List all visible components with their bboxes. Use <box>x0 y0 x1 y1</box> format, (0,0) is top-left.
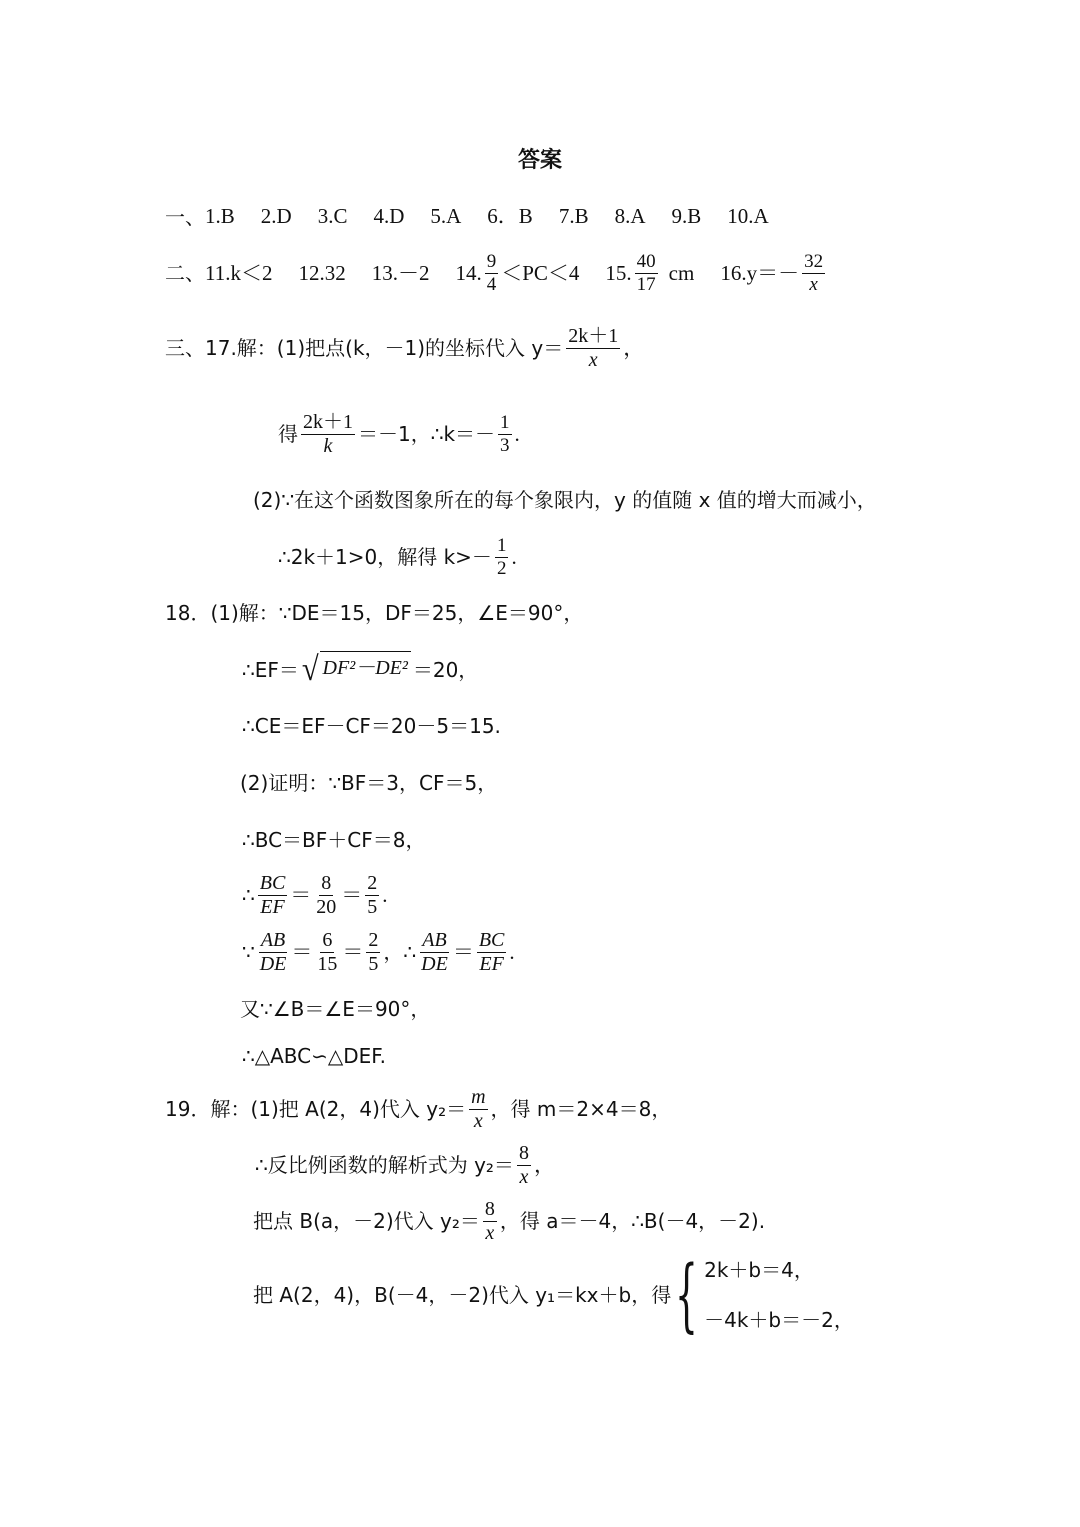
answer-15-unit: cm <box>668 260 695 285</box>
equation-2: －4k＋b＝－2， <box>704 1308 854 1332</box>
q17-fraction-1: $\frac{2k+1}{x}$ <box>568 324 619 371</box>
section2-label: 二、 <box>165 261 205 285</box>
q18-fraction-ab-de: $\frac{AB}{DE}$ <box>259 928 287 975</box>
q18-fraction-bc-ef-2: $\frac{BC}{EF}$ <box>478 928 505 975</box>
q19-line-1: 19．解：(1)把 A(2，4)代入 y₂＝ $\frac{m}{x}$ ，得 m＝2×4＝8， <box>165 1085 672 1132</box>
equation-1: 2k＋b＝4， <box>704 1258 814 1282</box>
q17-line-3: (2)∵在这个函数图象所在的每个象限内，y 的值随 x 值的增大而减小， <box>253 488 877 512</box>
answer-6: 6．B <box>487 204 533 228</box>
q18-fraction-2-5: $\frac{2}{5}$ <box>367 871 378 918</box>
section3-label: 三、 <box>165 336 205 360</box>
answer-8: 8.A <box>614 204 646 228</box>
section2-answers <box>165 248 828 298</box>
left-brace-icon: { <box>675 1248 699 1341</box>
answer-12: 12.32 <box>298 260 346 285</box>
q18-line-2: ∴EF＝ √ DF²－DE² ＝20， <box>242 651 479 688</box>
q18-fraction-6-15: $\frac{6}{15}$ <box>317 928 338 975</box>
section1-answers <box>165 206 769 227</box>
q18-square-root: √ DF²－DE² <box>301 651 411 689</box>
q17-fraction-2: $\frac{2k+1}{k}$ <box>303 410 353 457</box>
q17-line-1: 三、 17.解：(1)把点(k，－1)的坐标代入 y＝ $\frac{2k+1}{x}$ ， <box>165 324 645 371</box>
equation-system <box>704 1260 854 1330</box>
answer-2: 2.D <box>260 204 292 228</box>
answer-16-fraction: $\frac{32}{x}$ <box>804 250 824 295</box>
answer-1: 1.B <box>205 204 235 228</box>
q18-fraction-8-20: $\frac{8}{20}$ <box>316 871 337 918</box>
q18-line-5: ∴BC＝BF＋CF＝8， <box>242 828 426 852</box>
section1-label: 一、 <box>165 204 205 229</box>
q18-line-7: ∵ $\frac{AB}{DE}$ ＝ $\frac{6}{15}$ ＝ $\frac{2}{5}$ ，∴ $\frac{AB}{DE}$ ＝ $\frac{BC}{EF}$ . <box>242 928 515 975</box>
answer-10: 10.A <box>727 204 769 228</box>
answer-15-prefix: 15. <box>605 260 632 285</box>
q18-line-4: (2)证明：∵BF＝3，CF＝5， <box>240 771 498 795</box>
answer-13: 13.－2 <box>371 260 430 285</box>
q19-fraction-8-x: $\frac{8}{x}$ <box>518 1141 529 1188</box>
q18-line-3: ∴CE＝EF－CF＝20－5＝15. <box>242 714 501 738</box>
q17-fraction-3: $\frac{1}{3}$ <box>500 411 510 456</box>
answer-14-fraction: $\frac{9}{4}$ <box>486 250 497 295</box>
answer-3: 3.C <box>317 204 348 228</box>
answer-14-prefix: 14. <box>455 260 482 285</box>
q18-line-6: ∴ $\frac{BC}{EF}$ ＝ $\frac{8}{20}$ ＝ $\frac{2}{5}$ . <box>242 871 388 918</box>
q19-fraction-m-x: $\frac{m}{x}$ <box>471 1085 486 1132</box>
q19-line-4: 把 A(2，4)，B(－4，－2)代入 y₁＝kx＋b，得 { 2k＋b＝4， －4k＋b＝－2， <box>253 1248 854 1341</box>
answer-9: 9.B <box>671 204 702 228</box>
answer-16-prefix: 16.y＝－ <box>720 260 800 285</box>
answer-14-rest: ＜PC＜4 <box>501 260 580 285</box>
q18-line-1: 18．(1)解：∵DE＝15，DF＝25，∠E＝90°， <box>165 601 584 625</box>
q17-fraction-4: $\frac{1}{2}$ <box>496 534 507 579</box>
answer-5: 5.A <box>430 204 462 228</box>
q18-line-9: ∴△ABC∽△DEF. <box>242 1044 386 1068</box>
q19-fraction-8-x-2: $\frac{8}{x}$ <box>484 1197 495 1244</box>
q18-fraction-ab-de-2: $\frac{AB}{DE}$ <box>421 928 448 975</box>
page-title: 答案 <box>517 148 562 173</box>
q17-line-4: ∴2k＋1>0，解得 k>－ $\frac{1}{2}$ . <box>278 534 517 579</box>
q18-fraction-bc-ef: $\frac{BC}{EF}$ <box>259 871 286 918</box>
q17-line-2: 得 $\frac{2k+1}{k}$ ＝－1，∴k＝－ $\frac{1}{3}$ . <box>278 410 520 457</box>
q19-line-2: ∴反比例函数的解析式为 y₂＝ $\frac{8}{x}$ ， <box>255 1141 555 1188</box>
answer-7: 7.B <box>558 204 589 228</box>
q18-fraction-2-5b: $\frac{2}{5}$ <box>368 928 379 975</box>
q19-line-3: 把点 B(a，－2)代入 y₂＝ $\frac{8}{x}$ ，得 a＝－4，∴B(－4，－2). <box>253 1197 766 1244</box>
answer-15-fraction: $\frac{40}{17}$ <box>636 250 656 295</box>
answer-11: 11.k＜2 <box>205 260 273 285</box>
q18-line-8: 又∵∠B＝∠E＝90°， <box>240 997 431 1021</box>
answer-4: 4.D <box>373 204 405 228</box>
